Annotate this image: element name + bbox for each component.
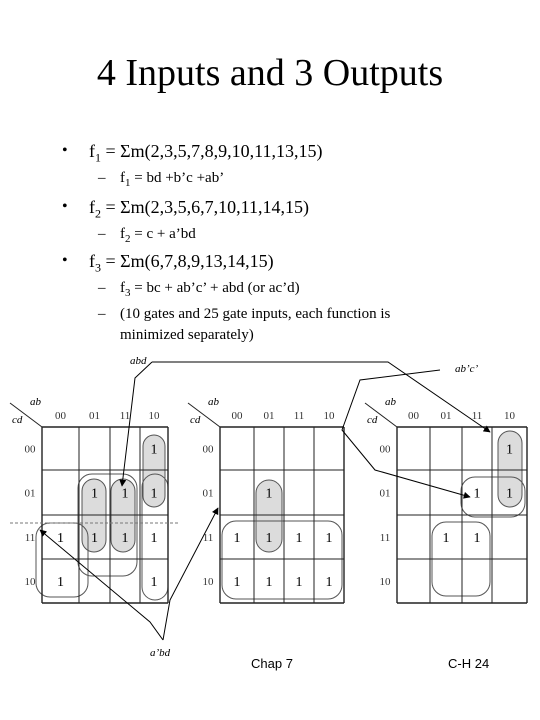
f2-detail-head: f bbox=[120, 226, 125, 242]
f1-col-label: 10 bbox=[148, 410, 160, 422]
f1-minterms: = Σm(2,3,5,7,8,9,10,11,13,15) bbox=[101, 141, 323, 161]
f3-row-var: cd bbox=[367, 414, 378, 426]
f3-col-label: 00 bbox=[408, 410, 419, 422]
f2-row-label: 00 bbox=[202, 443, 214, 456]
f3-subscript: 3 bbox=[95, 260, 101, 275]
f3-detail-head: f bbox=[120, 280, 125, 296]
arrow-apbd-to-f2 bbox=[163, 508, 218, 640]
f2-col-label: 11 bbox=[293, 410, 305, 422]
f1-cell-one: 1 bbox=[91, 531, 98, 546]
f3-cell-one: 1 bbox=[506, 486, 513, 502]
f1-detail-head: f bbox=[120, 170, 125, 186]
annotation-abd: abd bbox=[130, 355, 147, 367]
f1-cell-one: 1 bbox=[91, 486, 98, 502]
f3-detail-expr: = bc + ab’c’ + abd (or ac’d) bbox=[130, 280, 300, 296]
f3-col-label: 10 bbox=[504, 410, 515, 422]
f1-detail-subscript: 1 bbox=[125, 177, 131, 189]
note-line-2: minimized separately) bbox=[120, 327, 254, 343]
f2-subscript: 2 bbox=[95, 206, 101, 221]
f2-cell-one: 1 bbox=[325, 531, 333, 546]
f2-minterms: = Σm(2,3,5,6,7,10,11,14,15) bbox=[101, 197, 309, 217]
f2-row-label: 10 bbox=[202, 576, 214, 588]
f2-cell-one: 1 bbox=[295, 575, 303, 590]
f3-row-label: 10 bbox=[379, 576, 391, 588]
f3-minterms: = Σm(6,7,8,9,13,14,15) bbox=[101, 251, 274, 271]
f3-cell-one: 1 bbox=[473, 486, 481, 502]
f1-head: f bbox=[89, 141, 95, 161]
f3-col-var: ab bbox=[385, 396, 396, 408]
dash-note: – bbox=[98, 306, 106, 322]
f2-cell-one: 1 bbox=[233, 575, 241, 590]
f1-cell-one: 1 bbox=[150, 575, 158, 590]
f1-subscript: 1 bbox=[95, 150, 101, 165]
footer-chapter: Chap 7 bbox=[251, 656, 293, 671]
f1-cell-one: 1 bbox=[150, 442, 158, 458]
f2-col-label: 00 bbox=[231, 410, 243, 422]
f3-head: f bbox=[89, 251, 95, 271]
f3-detail-subscript: 3 bbox=[125, 287, 131, 299]
f1-row-label: 00 bbox=[24, 443, 36, 456]
f3-col-label: 01 bbox=[440, 410, 452, 422]
annotation-apbd: a’bd bbox=[150, 647, 171, 659]
f1-row-label: 10 bbox=[24, 576, 36, 588]
f2-col-label: 10 bbox=[323, 410, 335, 422]
f2-col-var: ab bbox=[208, 396, 219, 408]
note-line-1: (10 gates and 25 gate inputs, each function is bbox=[120, 306, 391, 322]
f1-row-var: cd bbox=[12, 414, 23, 426]
dash-f3: – bbox=[98, 280, 106, 296]
f2-cell-one: 1 bbox=[325, 575, 333, 590]
f2-row-var: cd bbox=[190, 414, 201, 426]
arrow-abc-to-f3 bbox=[342, 370, 470, 497]
f3-cell-one: 1 bbox=[473, 531, 481, 546]
f1-cell-one: 1 bbox=[150, 486, 158, 502]
f1-col-label: 11 bbox=[119, 410, 131, 422]
f3-row-label: 01 bbox=[379, 487, 391, 500]
f2-cell-one: 1 bbox=[265, 575, 273, 590]
f2-head: f bbox=[89, 197, 95, 217]
f2-cell-one: 1 bbox=[295, 531, 303, 546]
annotation-abc: ab’c’ bbox=[455, 363, 479, 375]
arrow-abd-to-f3 bbox=[152, 362, 490, 432]
f1-cell-one: 1 bbox=[150, 531, 158, 546]
f2-row-label: 01 bbox=[202, 487, 214, 500]
f1-cell-one: 1 bbox=[57, 531, 64, 546]
f2-row-label: 11 bbox=[202, 532, 214, 544]
f2-detail-subscript: 2 bbox=[125, 233, 131, 245]
f3-col-label: 11 bbox=[471, 410, 483, 422]
f1-row-label: 11 bbox=[24, 532, 36, 544]
f1-col-var: ab bbox=[30, 396, 41, 408]
f1-col-label: 01 bbox=[89, 410, 100, 422]
f2-detail-expr: = c + a’bd bbox=[130, 226, 196, 242]
bullet-f1: • bbox=[62, 142, 68, 159]
bullet-f2: • bbox=[62, 198, 68, 215]
f2-cell-one: 1 bbox=[233, 531, 241, 546]
f3-cell-one: 1 bbox=[506, 442, 513, 458]
slide-title: 4 Inputs and 3 Outputs bbox=[96, 52, 444, 94]
f3-row-label: 11 bbox=[379, 532, 391, 544]
f1-row-label: 01 bbox=[24, 487, 36, 500]
f3-row-label: 00 bbox=[379, 443, 391, 456]
footer-page: C-H 24 bbox=[448, 656, 490, 671]
dash-f1: – bbox=[98, 170, 106, 186]
f3-cell-one: 1 bbox=[442, 531, 450, 546]
bullet-f3: • bbox=[62, 252, 68, 269]
f2-cell-one: 1 bbox=[265, 486, 273, 502]
f1-detail-expr: = bd +b’c +ab’ bbox=[130, 170, 225, 186]
f1-cell-one: 1 bbox=[121, 531, 129, 546]
f1-cell-one: 1 bbox=[121, 486, 129, 502]
f1-cell-one: 1 bbox=[57, 575, 64, 590]
f2-cell-one: 1 bbox=[265, 531, 273, 546]
f2-col-label: 01 bbox=[263, 410, 275, 422]
f1-col-label: 00 bbox=[55, 410, 66, 422]
dash-f2: – bbox=[98, 226, 106, 242]
